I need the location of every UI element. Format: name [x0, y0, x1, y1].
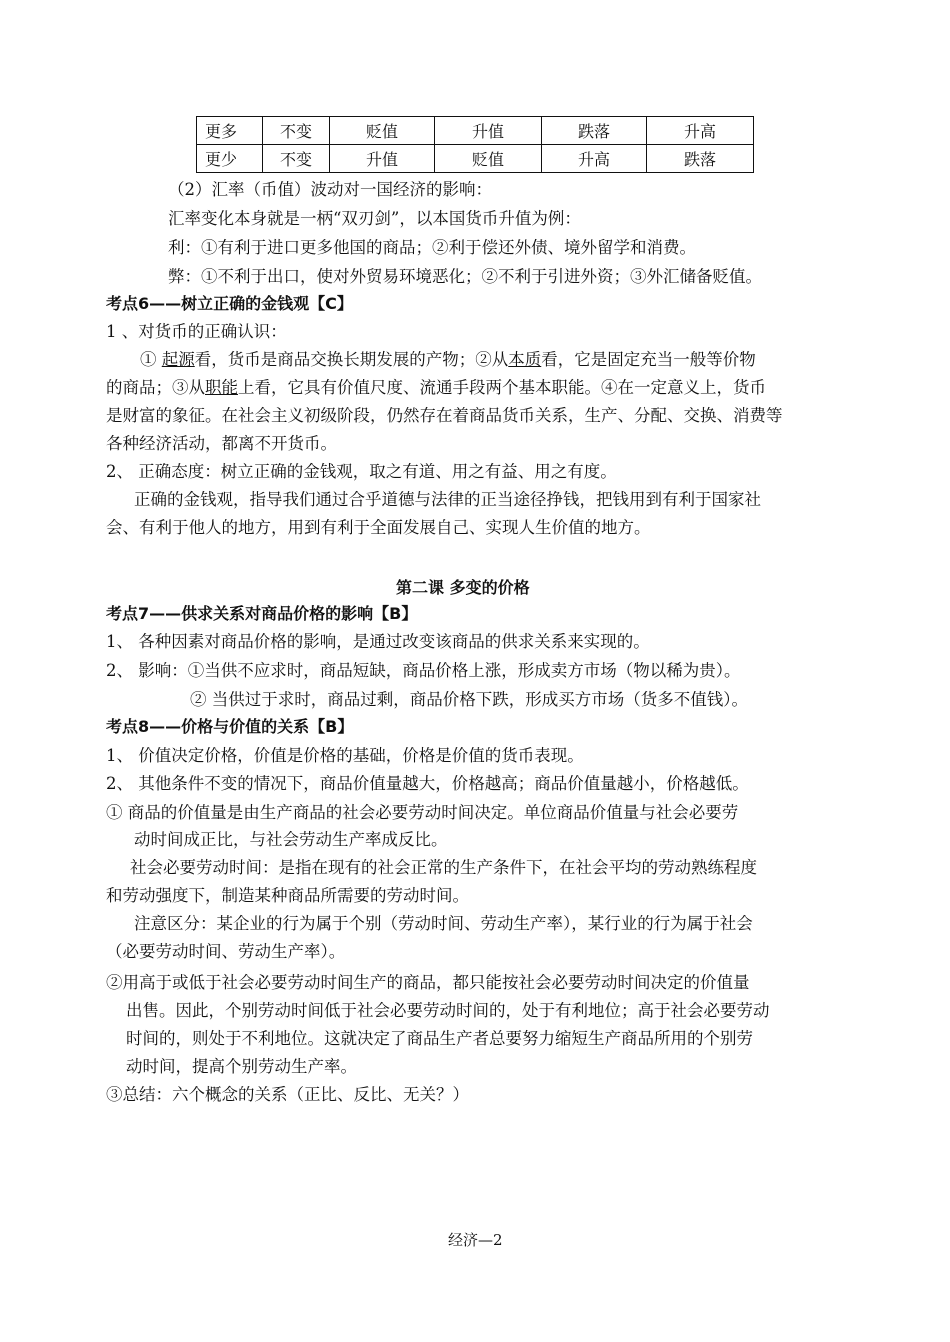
text-line: ① 商品的价值量是由生产商品的社会必要劳动时间决定。单位商品价值量与社会必要劳 [106, 803, 739, 822]
text-line: ② 当供过于求时，商品过剩，商品价格下跌，形成买方市场（货多不值钱）。 [190, 690, 748, 709]
text-line: 和劳动强度下，制造某种商品所需要的劳动时间。 [106, 886, 469, 905]
table-cell: 更多 [197, 117, 263, 145]
text-line: 时间的，则处于不利地位。这就决定了商品生产者总要努力缩短生产商品所用的个别劳 [126, 1029, 753, 1048]
text-line: （2）汇率（币值）波动对一国经济的影响： [168, 180, 492, 199]
underlined-term: 起源 [161, 350, 195, 369]
text-line: ②用高于或低于社会必要劳动时间生产的商品，都只能按社会必要劳动时间决定的价值量 [106, 973, 750, 992]
exchange-rate-table [196, 116, 754, 173]
section-heading-6: 考点6——树立正确的金钱观【C】 [106, 294, 353, 313]
text-line: 利：①有利于进口更多他国的商品；②利于偿还外债、境外留学和消费。 [168, 238, 696, 257]
text-line: ③总结：六个概念的关系（正比、反比、无关？） [106, 1085, 469, 1104]
table-cell: 不变 [263, 117, 330, 145]
table-cell: 不变 [263, 145, 330, 173]
table-cell: 贬值 [330, 117, 435, 145]
text-line: 弊：①不利于出口，使对外贸易环境恶化；②不利于引进外资；③外汇储备贬值。 [168, 267, 762, 286]
text-line: 会、有利于他人的地方，用到有利于全面发展自己、实现人生价值的地方。 [106, 518, 651, 537]
lesson-title: 第二课 多变的价格 [396, 578, 530, 597]
text-line: 出售。因此，个别劳动时间低于社会必要劳动时间的，处于有利地位；高于社会必要劳动 [126, 1001, 770, 1020]
text-line: 动时间成正比，与社会劳动生产率成反比。 [134, 830, 448, 849]
text-line: ① 起源看，货币是商品交换长期发展的产物；②从本质看，它是固定充当一般等价物 [140, 350, 756, 369]
text-line: 2、 影响：①当供不应求时，商品短缺，商品价格上涨，形成卖方市场（物以稀为贵）。 [106, 661, 741, 680]
text-line: 1、 各种因素对商品价格的影响，是通过改变该商品的供求关系来实现的。 [106, 632, 650, 651]
text-line: （必要劳动时间、劳动生产率）。 [106, 942, 346, 961]
table-cell: 跌落 [647, 145, 754, 173]
table-cell: 跌落 [542, 117, 647, 145]
text-line: 汇率变化本身就是一柄“双刃剑”，以本国货币升值为例： [168, 209, 581, 228]
text-line: 社会必要劳动时间：是指在现有的社会正常的生产条件下，在社会平均的劳动熟练程度 [130, 858, 757, 877]
table-cell: 升值 [435, 117, 542, 145]
text-line: 2、 正确态度：树立正确的金钱观，取之有道、用之有益、用之有度。 [106, 462, 617, 481]
text-line: 是财富的象征。在社会主义初级阶段，仍然存在着商品货币关系，生产、分配、交换、消费等 [106, 406, 783, 425]
text-line: 注意区分：某企业的行为属于个别（劳动时间、劳动生产率），某行业的行为属于社会 [134, 914, 753, 933]
table-cell: 贬值 [435, 145, 542, 173]
table-row [197, 117, 754, 145]
text-line: 的商品；③从职能上看，它具有价值尺度、流通手段两个基本职能。④在一定意义上，货币 [106, 378, 766, 397]
text-line: 1 、对货币的正确认识： [106, 322, 287, 341]
table-row [197, 145, 754, 173]
underlined-term: 职能 [205, 378, 238, 397]
text-line: 正确的金钱观，指导我们通过合乎道德与法律的正当途径挣钱，把钱用到有利于国家社 [134, 490, 761, 509]
page-footer: 经济—2 [448, 1231, 503, 1249]
table-cell: 升值 [330, 145, 435, 173]
underlined-term: 本质 [508, 350, 542, 369]
table-cell: 更少 [197, 145, 263, 173]
table-cell: 升高 [542, 145, 647, 173]
section-heading-8: 考点8——价格与价值的关系【B】 [106, 717, 354, 736]
section-heading-7: 考点7——供求关系对商品价格的影响【B】 [106, 604, 418, 623]
text-line: 1、 价值决定价格，价值是价格的基础，价格是价值的货币表现。 [106, 746, 584, 765]
text-line: 2、 其他条件不变的情况下，商品价值量越大，价格越高；商品价值量越小，价格越低。 [106, 774, 749, 793]
table-cell: 升高 [647, 117, 754, 145]
text-line: 动时间，提高个别劳动生产率。 [126, 1057, 357, 1076]
text-line: 各种经济活动，都离不开货币。 [106, 434, 337, 453]
